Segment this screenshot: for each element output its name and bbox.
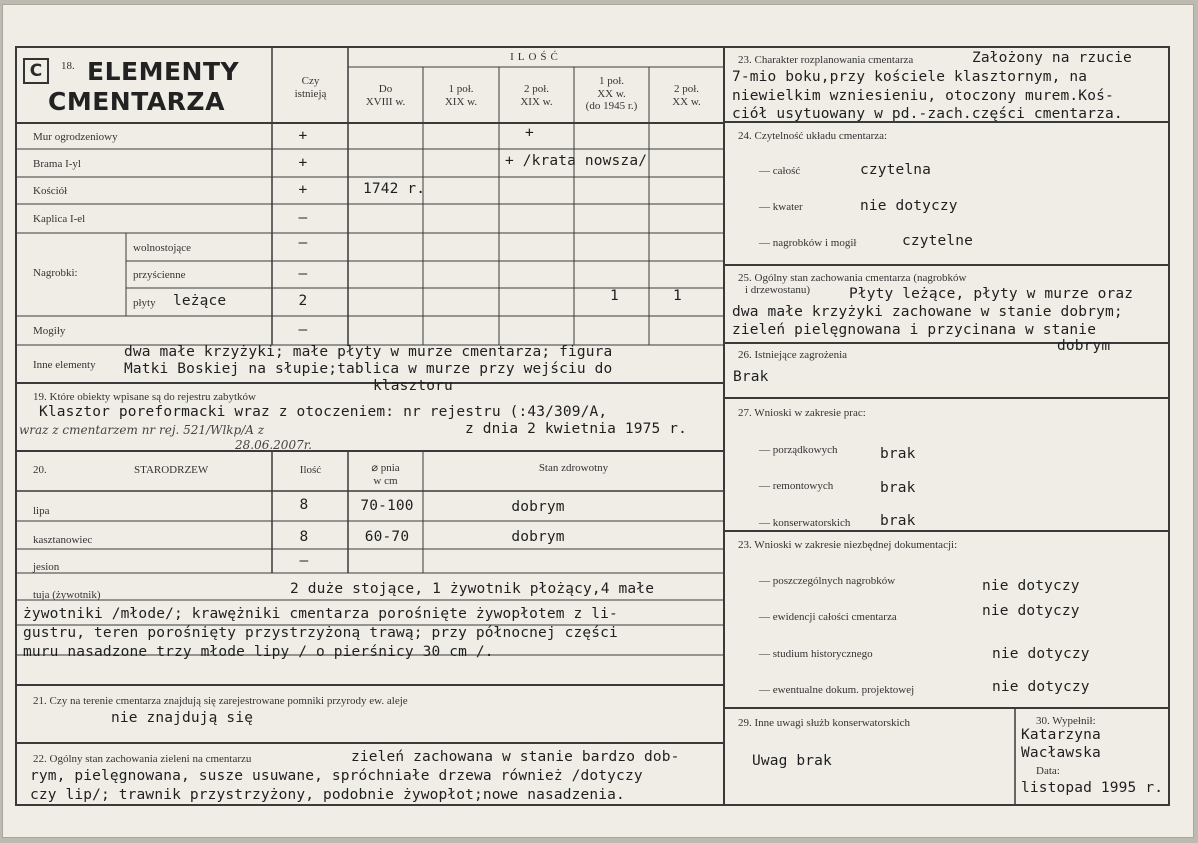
s22-text-1: zieleń zachowana w stanie bardzo dob- — [351, 749, 680, 765]
s30-data: listopad 1995 r. — [1021, 780, 1164, 796]
s29-text: Uwag brak — [752, 753, 832, 769]
row-inne-text-2: Matki Boskiej na słupie;tablica w murze przy wejściu do — [124, 361, 613, 377]
row-przys-czy: – — [298, 266, 308, 282]
title-line-2: CMENTARZA — [48, 87, 225, 116]
s28-item-label: — ewidencji całości cmentarza — [759, 611, 897, 623]
s19-handwritten-2: 28.06.2007r. — [235, 438, 312, 452]
row-kaplica-label: Kaplica I-el — [33, 213, 86, 225]
header-col-3: 2 poł. XIX w. — [520, 83, 553, 108]
s21-text: nie znajdują się — [111, 710, 254, 726]
section-number: 18. — [61, 60, 75, 72]
header-col-4: 1 poł. XX w. (do 1945 r.) — [585, 75, 638, 113]
tree-ilosc: 8 — [299, 529, 309, 545]
s20-col-pnia: ⌀ pnia w cm — [371, 462, 400, 487]
row-plyty-czy: 2 — [298, 293, 308, 309]
tree-stan: dobrym — [511, 529, 565, 545]
row-mogily-czy: – — [298, 322, 308, 338]
s20-col-stan: Stan zdrowotny — [538, 462, 609, 474]
s20-text-2: gustru, teren porośnięty przystrzyżoną trawą; przy północnej części — [23, 625, 618, 641]
s25-text-3: zieleń pielęgnowana i przycinana w stanie — [732, 322, 1097, 338]
s19-handwritten-1: wraz z cmentarzem nr rej. 521/Wlkp/A z — [19, 423, 265, 437]
row-kaplica-czy: – — [298, 210, 308, 226]
s25-text-1: Płyty leżące, płyty w murze oraz — [849, 286, 1134, 302]
row-plyty-typed: leżące — [173, 293, 227, 309]
s30-data-label: Data: — [1036, 765, 1060, 777]
s28-item-label: — ewentualne dokum. projektowej — [759, 684, 915, 696]
s28-item-value: nie dotyczy — [992, 679, 1090, 695]
s23-text-4: ciół usytuowany w pd.-zach.części cmentarza. — [732, 106, 1123, 122]
title-line-1: ELEMENTY — [87, 57, 240, 86]
inventory-card — [2, 4, 1194, 838]
s23-text-3: niewielkim wzniesieniu, otoczony murem.Koś- — [732, 88, 1114, 104]
s28-item-value: nie dotyczy — [982, 603, 1080, 619]
s30-label: 30. Wypełnił: — [1036, 715, 1096, 727]
s22-text-2: rym, pielęgnowana, susze usuwane, spróchniałe drzewa również /dotyczy — [30, 768, 643, 784]
s30-name-1: Katarzyna — [1021, 727, 1101, 743]
s19-text-2: z dnia 2 kwietnia 1975 r. — [465, 421, 687, 437]
row-przys-label: przyścienne — [133, 269, 186, 281]
row-mur-czy: + — [298, 128, 308, 144]
s25-label-1: 25. Ogólny stan zachowania cmentarza (nagrobków — [738, 272, 967, 284]
tree-stan: dobrym — [511, 499, 565, 515]
s20-num: 20. — [33, 464, 47, 476]
s24-item-value: nie dotyczy — [860, 198, 958, 214]
row-plyty-c4: 1 — [610, 288, 619, 304]
row-kosciol-label: Kościół — [33, 185, 68, 197]
row-plyty-label: płyty — [133, 297, 156, 309]
s19-text-1: Klasztor poreformacki wraz z otoczeniem: nr rejestru (:43/309/A, — [39, 404, 608, 420]
tuja-label: tuja (żywotnik) — [33, 589, 101, 601]
row-brama-label: Brama I-yl — [33, 158, 81, 170]
s27-item-value: brak — [880, 513, 916, 529]
header-ilosc: ILOŚĆ — [510, 51, 562, 63]
row-inne-label: Inne elementy — [33, 359, 96, 371]
s26-text: Brak — [733, 369, 769, 385]
s24-item-label: — nagrobków i mogił — [759, 237, 857, 249]
s27-item-label: — remontowych — [759, 480, 834, 492]
s29-label: 29. Inne uwagi służb konserwatorskich — [738, 717, 910, 729]
s26-label: 26. Istniejące zagrożenia — [738, 349, 848, 361]
s30-name-2: Wacławska — [1021, 745, 1101, 761]
s27-item-label: — konserwatorskich — [759, 517, 851, 529]
tree-ilosc: – — [299, 553, 309, 569]
s27-label: 27. Wnioski w zakresie prac: — [738, 407, 866, 419]
s27-item-value: brak — [880, 446, 916, 462]
tree-pnia: 60-70 — [364, 529, 410, 545]
s28-item-label: — poszczególnych nagrobków — [759, 575, 896, 587]
s28-item-label: — studium historycznego — [759, 648, 873, 660]
s28-label: 23. Wnioski w zakresie niezbędnej dokumentacji: — [738, 539, 958, 551]
s22-label: 22. Ogólny stan zachowania zieleni na cmentarzu — [33, 753, 252, 765]
tree-ilosc: 8 — [299, 497, 309, 513]
s27-item-label: — porządkowych — [759, 444, 838, 456]
s24-item-label: — kwater — [759, 201, 803, 213]
s28-item-value: nie dotyczy — [982, 578, 1080, 594]
row-kosciol-czy: + — [298, 182, 308, 198]
s23-text-1: Założony na rzucie — [972, 50, 1132, 66]
row-kosciol-c1: 1742 r. — [363, 181, 426, 197]
row-inne-text-1: dwa małe krzyżyki; małe płyty w murze cmentarza; figura — [124, 344, 613, 360]
header-col-5: 2 poł. XX w. — [672, 83, 701, 108]
s24-label: 24. Czytelność układu cmentarza: — [738, 130, 888, 142]
row-brama-czy: + — [298, 155, 308, 171]
header-col-1: Do XVIII w. — [365, 83, 406, 108]
header-czy: Czy istnieją — [294, 75, 327, 100]
s20-text-3: muru nasadzone trzy młode lipy / o pierśnicy 30 cm /. — [23, 644, 494, 660]
row-nagrobki-label: Nagrobki: — [33, 267, 78, 279]
s27-item-value: brak — [880, 480, 916, 496]
tree-name: lipa — [33, 505, 50, 517]
row-mur-label: Mur ogrodzeniowy — [33, 131, 118, 143]
s19-label: 19. Które obiekty wpisane są do rejestru zabytków — [33, 391, 256, 403]
tree-name: jesion — [33, 561, 60, 573]
section-letter: C — [23, 58, 49, 84]
s22-text-3: czy lip/; trawnik przystrzyżony, podobnie żywopłot;nowe nasadzenia. — [30, 787, 625, 803]
header-col-2: 1 poł. XIX w. — [444, 83, 478, 108]
s28-item-value: nie dotyczy — [992, 646, 1090, 662]
s25-text-4: dobrym — [1057, 338, 1111, 354]
row-brama-note: + /krata nowsza/ — [505, 153, 648, 169]
s24-item-label: — całość — [759, 165, 801, 177]
s24-item-value: czytelna — [860, 162, 932, 178]
s25-label-2: i drzewostanu) — [745, 284, 811, 296]
tuja-text: 2 duże stojące, 1 żywotnik płożący,4 małe — [290, 581, 655, 597]
s25-text-2: dwa małe krzyżyki zachowane w stanie dobrym; — [732, 304, 1123, 320]
s20-title: STARODRZEW — [134, 464, 209, 476]
row-wolno-label: wolnostojące — [133, 242, 192, 254]
tree-name: kasztanowiec — [33, 534, 93, 546]
s20-text-1: żywotniki /młode/; krawężniki cmentarza porośnięte żywopłotem z li- — [23, 606, 618, 622]
s23-label: 23. Charakter rozplanowania cmentarza — [738, 54, 914, 66]
row-inne-text-3: klasztoru — [373, 378, 453, 394]
s20-col-ilosc: Ilość — [299, 464, 322, 476]
row-plyty-c5: 1 — [673, 288, 682, 304]
row-mur-c3: + — [525, 125, 534, 141]
row-wolno-czy: – — [298, 235, 308, 251]
s21-label: 21. Czy na terenie cmentarza znajdują się zarejestrowane pomniki przyrody ew. aleje — [33, 695, 408, 707]
s24-item-value: czytelne — [902, 233, 974, 249]
row-mogily-label: Mogiły — [33, 325, 66, 337]
tree-pnia: 70-100 — [360, 498, 414, 514]
s23-text-2: 7-mio boku,przy kościele klasztornym, na — [732, 69, 1088, 85]
